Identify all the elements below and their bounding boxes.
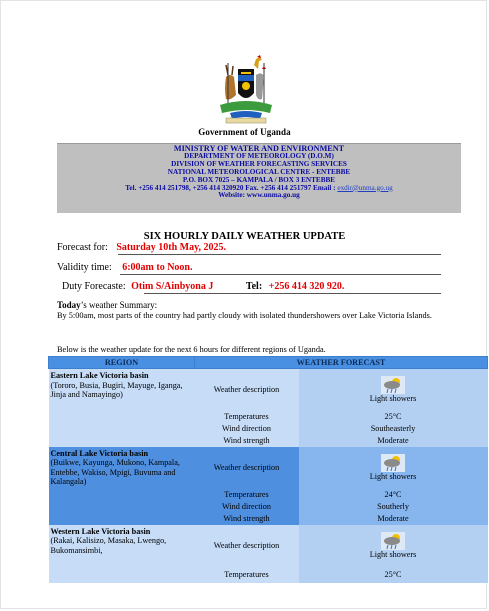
forecast-for-row xyxy=(57,242,226,253)
region-name: Western Lake Victoria basin xyxy=(50,526,151,536)
forecast-description-cell xyxy=(299,369,488,411)
description-value: Light showers xyxy=(369,550,417,559)
wind-direction-label: Wind direction xyxy=(195,501,299,513)
region-cell-western xyxy=(49,525,195,583)
wind-direction-value: Southeasterly xyxy=(299,423,488,435)
wind-strength-value: Moderate xyxy=(299,513,488,525)
table-intro: Below is the weather update for the next 6 hours for different regions of Uganda. xyxy=(57,345,326,354)
summary-text: By 5:00am, most parts of the country had partly cloudy with isolated thundershowers over Lake Victoria Islands. xyxy=(57,311,432,320)
header-line-centre: NATIONAL METEOROLOGICAL CENTRE - ENTEBBE xyxy=(167,167,351,176)
header-line-contact: Tel. +256 414 251798, +256 414 320920 Fax. +256 414 251797 Email : exdir@unma.go.ug xyxy=(125,183,393,192)
description-value: Light showers xyxy=(369,394,417,404)
ministry-header xyxy=(57,143,461,213)
description-value: Light showers xyxy=(369,472,417,481)
weather-table xyxy=(48,356,488,583)
coat-of-arms-icon xyxy=(216,55,276,125)
forecast-description-cell xyxy=(299,525,488,567)
underline-duty xyxy=(144,293,441,294)
forecast-header: WEATHER FORECAST xyxy=(195,357,488,369)
table-row xyxy=(49,447,488,489)
temp-label: Temperatures xyxy=(195,567,299,583)
validity-label: Validity time: xyxy=(57,262,112,273)
wind-strength-label: Wind strength xyxy=(195,435,299,447)
email-link[interactable]: exdir@unma.go.ug xyxy=(337,183,393,192)
temp-label: Temperatures xyxy=(195,489,299,501)
region-areas: (Tororo, Busia, Bugiri, Mayuge, Iganga, Jinja and Namayingo) xyxy=(50,380,183,400)
wind-strength-label: Wind strength xyxy=(195,513,299,525)
validity-value: 6:00am to Noon. xyxy=(122,262,193,273)
header-line-ministry: MINISTRY OF WATER AND ENVIRONMENT xyxy=(173,144,345,153)
description-label: Weather description xyxy=(195,525,299,567)
cloud-rain-icon xyxy=(381,532,405,550)
tel-value: +256 414 320 920. xyxy=(268,281,345,292)
region-name: Central Lake Victoria basin xyxy=(50,448,149,458)
summary-heading: Today’s weather Summary: xyxy=(57,300,158,310)
wind-direction-label: Wind direction xyxy=(195,423,299,435)
region-cell-central xyxy=(49,447,195,525)
temp-label: Temperatures xyxy=(195,411,299,423)
validity-row xyxy=(57,262,193,273)
cloud-rain-icon xyxy=(381,454,405,472)
wind-strength-value: Moderate xyxy=(299,435,488,447)
description-label: Weather description xyxy=(195,369,299,411)
table-row xyxy=(49,369,488,411)
table-header-row xyxy=(49,357,488,369)
tel-label: Tel: xyxy=(245,281,263,292)
cloud-rain-icon xyxy=(381,376,405,394)
region-areas: (Rakai, Kalisizo, Masaka, Lwengo, Bukomansimbi, xyxy=(50,536,167,555)
forecast-for-value: Saturday 10th May, 2025. xyxy=(116,242,227,253)
underline-validity xyxy=(120,274,441,275)
forecast-for-label: Forecast for: xyxy=(57,242,108,253)
underline-forecast xyxy=(118,254,441,255)
description-label: Weather description xyxy=(195,447,299,489)
forecast-description-cell xyxy=(299,447,488,489)
government-title: Government of Uganda xyxy=(198,127,291,137)
duty-value: Otim S/Ainbyona J xyxy=(131,281,214,292)
wind-direction-value: Southerly xyxy=(299,501,488,513)
header-line-division: DIVISION OF WEATHER FORECASTING SERVICES xyxy=(171,159,347,168)
temp-value: 25°C xyxy=(299,567,488,583)
region-name: Eastern Lake Victoria basin xyxy=(50,371,149,380)
region-cell-eastern xyxy=(49,369,195,447)
header-line-department: DEPARTMENT OF METEOROLOGY (D.O.M) xyxy=(184,151,334,160)
header-line-address: P.O. BOX 7025 – KAMPALA / BOX 3 ENTEBBE xyxy=(182,175,336,184)
temp-value: 25°C xyxy=(299,411,488,423)
duty-label: Duty Forecaste: xyxy=(62,281,126,292)
page-title: SIX HOURLY DAILY WEATHER UPDATE xyxy=(143,231,346,242)
duty-row xyxy=(62,281,344,292)
header-line-website[interactable]: Website: www.unma.go.ug xyxy=(218,191,300,200)
region-header: REGION xyxy=(49,357,195,369)
temp-value: 24°C xyxy=(299,489,488,501)
table-row xyxy=(49,525,488,567)
region-areas: (Buikwe, Kayunga, Mukono, Kampala, Entebbe, Wakiso, Mpigi, Buvuma and Kalangala) xyxy=(50,458,180,487)
